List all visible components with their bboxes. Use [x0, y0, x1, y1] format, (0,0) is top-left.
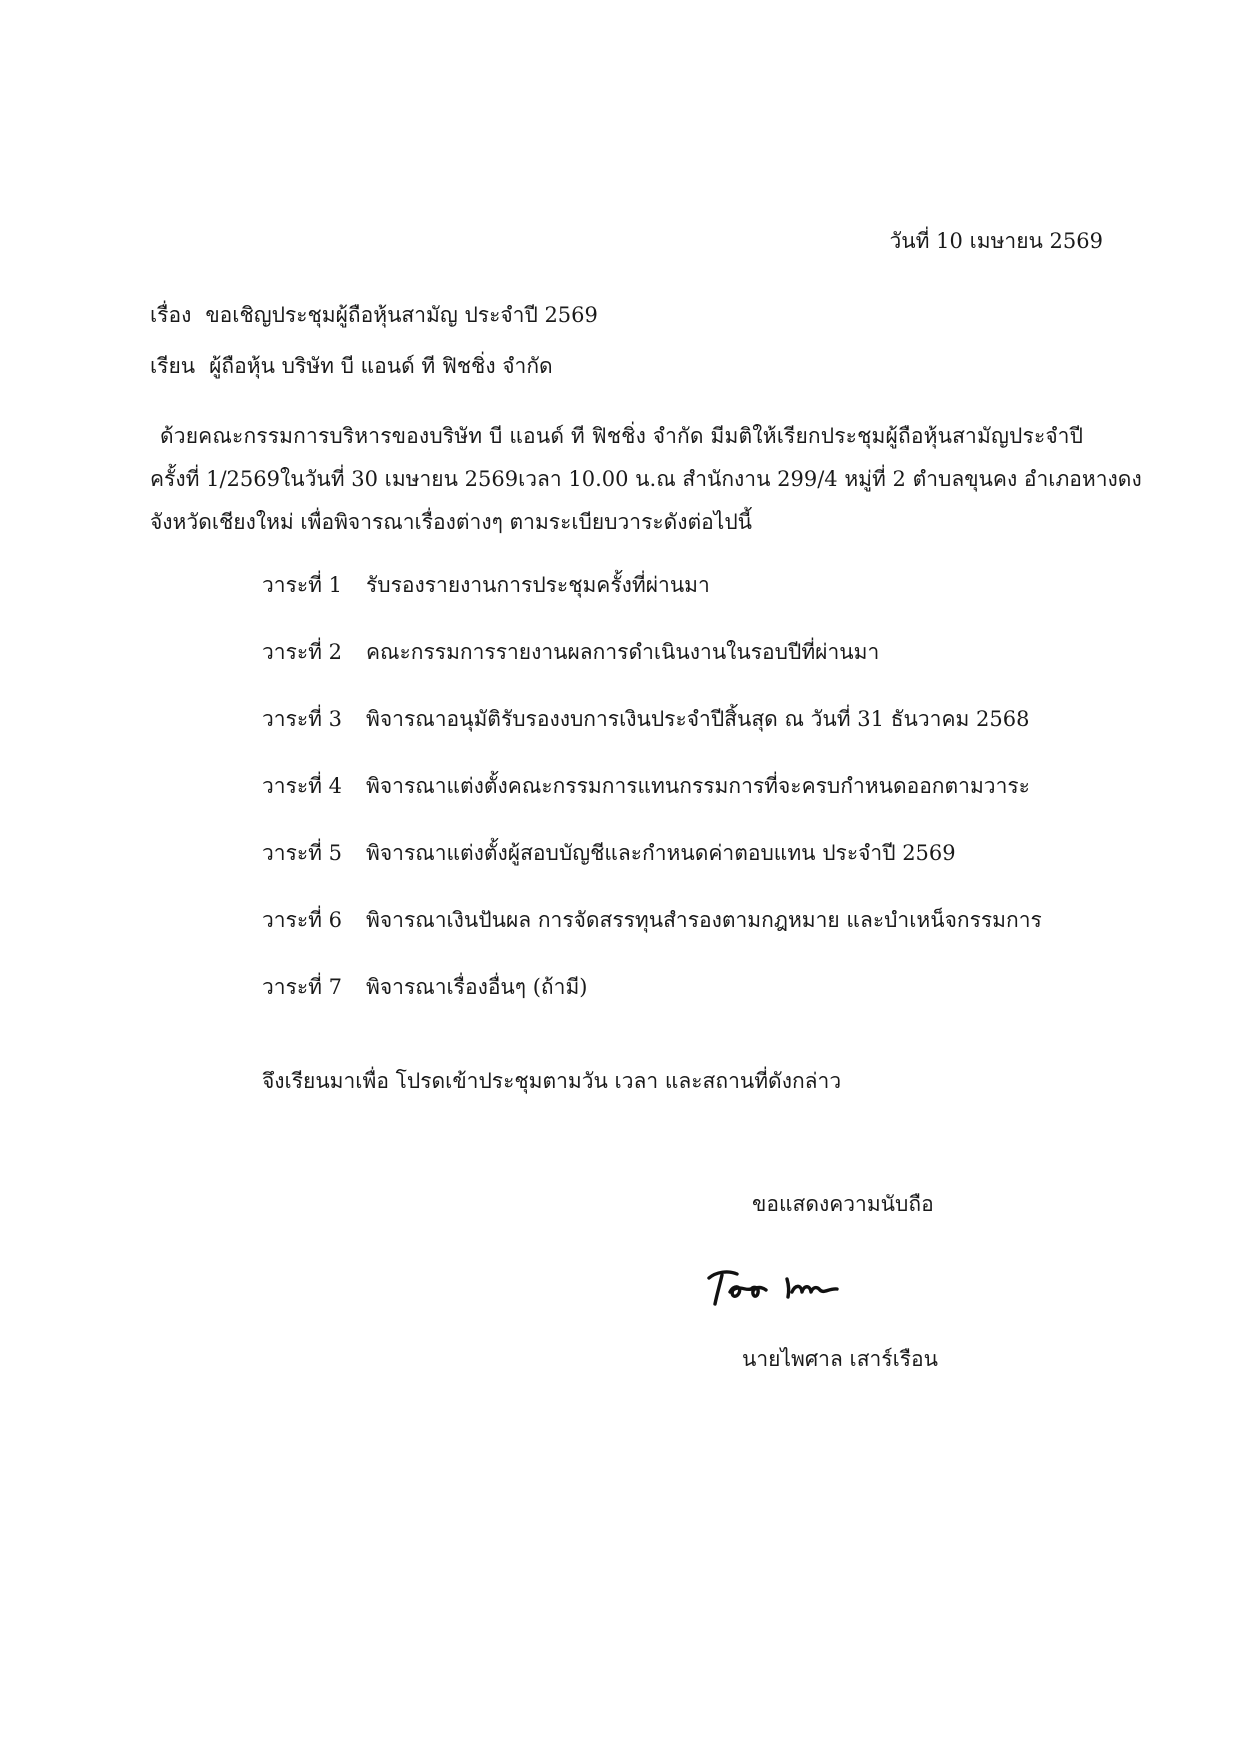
- agenda-list: [262, 571, 1042, 1040]
- agenda-number: วาระที่ 2: [262, 640, 343, 664]
- agenda-item: [262, 973, 1042, 1040]
- closing-sentence: จึงเรียนมาเพื่อ โปรดเข้าประชุมตามวัน เวลา และสถานที่ดังกล่าว: [262, 1069, 842, 1093]
- agenda-item: [262, 705, 1042, 772]
- agenda-text: พิจารณาแต่งตั้งผู้สอบบัญชีและกำหนดค่าตอบแทน ประจำปี 2569: [366, 841, 956, 865]
- agenda-number: วาระที่ 4: [262, 774, 343, 798]
- agenda-text: พิจารณาอนุมัติรับรองงบการเงินประจำปีสิ้นสุด ณ วันที่ 31 ธันวาคม 2568: [366, 707, 1030, 731]
- agenda-text: คณะกรรมการรายงานผลการดำเนินงานในรอบปีที่ผ่านมา: [366, 640, 880, 664]
- agenda-text: พิจารณาเงินปันผล การจัดสรรทุนสำรองตามกฎหมาย และบำเหน็จกรรมการ: [366, 908, 1042, 932]
- handwritten-signature-icon: [706, 1262, 856, 1310]
- body-paragraph: [150, 415, 1142, 544]
- recipient-label: เรียน: [150, 354, 196, 378]
- agenda-number: วาระที่ 3: [262, 707, 343, 731]
- subject-text: ขอเชิญประชุมผู้ถือหุ้นสามัญ ประจำปี 2569: [205, 303, 598, 327]
- agenda-text: รับรองรายงานการประชุมครั้งที่ผ่านมา: [366, 573, 710, 597]
- body-line-3: จังหวัดเชียงใหม่ เพื่อพิจารณาเรื่องต่างๆ ตามระเบียบวาระดังต่อไปนี้: [150, 510, 753, 534]
- agenda-text: พิจารณาแต่งตั้งคณะกรรมการแทนกรรมการที่จะครบกำหนดออกตามวาระ: [366, 774, 1030, 798]
- body-line-1: ด้วยคณะกรรมการบริหารของบริษัท บี แอนด์ ที ฟิชชิ่ง จำกัด มีมติให้เรียกประชุมผู้ถือหุ้นสามัญประจำปี: [160, 424, 1084, 448]
- agenda-number: วาระที่ 7: [262, 975, 343, 999]
- agenda-item: [262, 772, 1042, 839]
- subject-label: เรื่อง: [150, 303, 192, 327]
- agenda-text: พิจารณาเรื่องอื่นๆ (ถ้ามี): [366, 975, 588, 999]
- agenda-item: [262, 839, 1042, 906]
- regards-text: ขอแสดงความนับถือ: [752, 1192, 934, 1216]
- letter-date: วันที่ 10 เมษายน 2569: [889, 229, 1103, 253]
- agenda-item: [262, 571, 1042, 638]
- recipient-text: ผู้ถือหุ้น บริษัท บี แอนด์ ที ฟิชชิ่ง จำกัด: [209, 354, 553, 378]
- agenda-number: วาระที่ 1: [262, 573, 343, 597]
- body-line-2: ครั้งที่ 1/2569ในวันที่ 30 เมษายน 2569เวลา 10.00 น.ณ สำนักงาน 299/4 หมู่ที่ 2 ตำบลขุนคง อำเภอหางดง: [150, 467, 1142, 491]
- letter-subject: [150, 301, 598, 329]
- agenda-number: วาระที่ 6: [262, 908, 343, 932]
- agenda-number: วาระที่ 5: [262, 841, 343, 865]
- letter-recipient: [150, 352, 553, 380]
- agenda-item: [262, 638, 1042, 705]
- signer-name: นายไพศาล เสาร์เรือน: [742, 1347, 939, 1371]
- agenda-item: [262, 906, 1042, 973]
